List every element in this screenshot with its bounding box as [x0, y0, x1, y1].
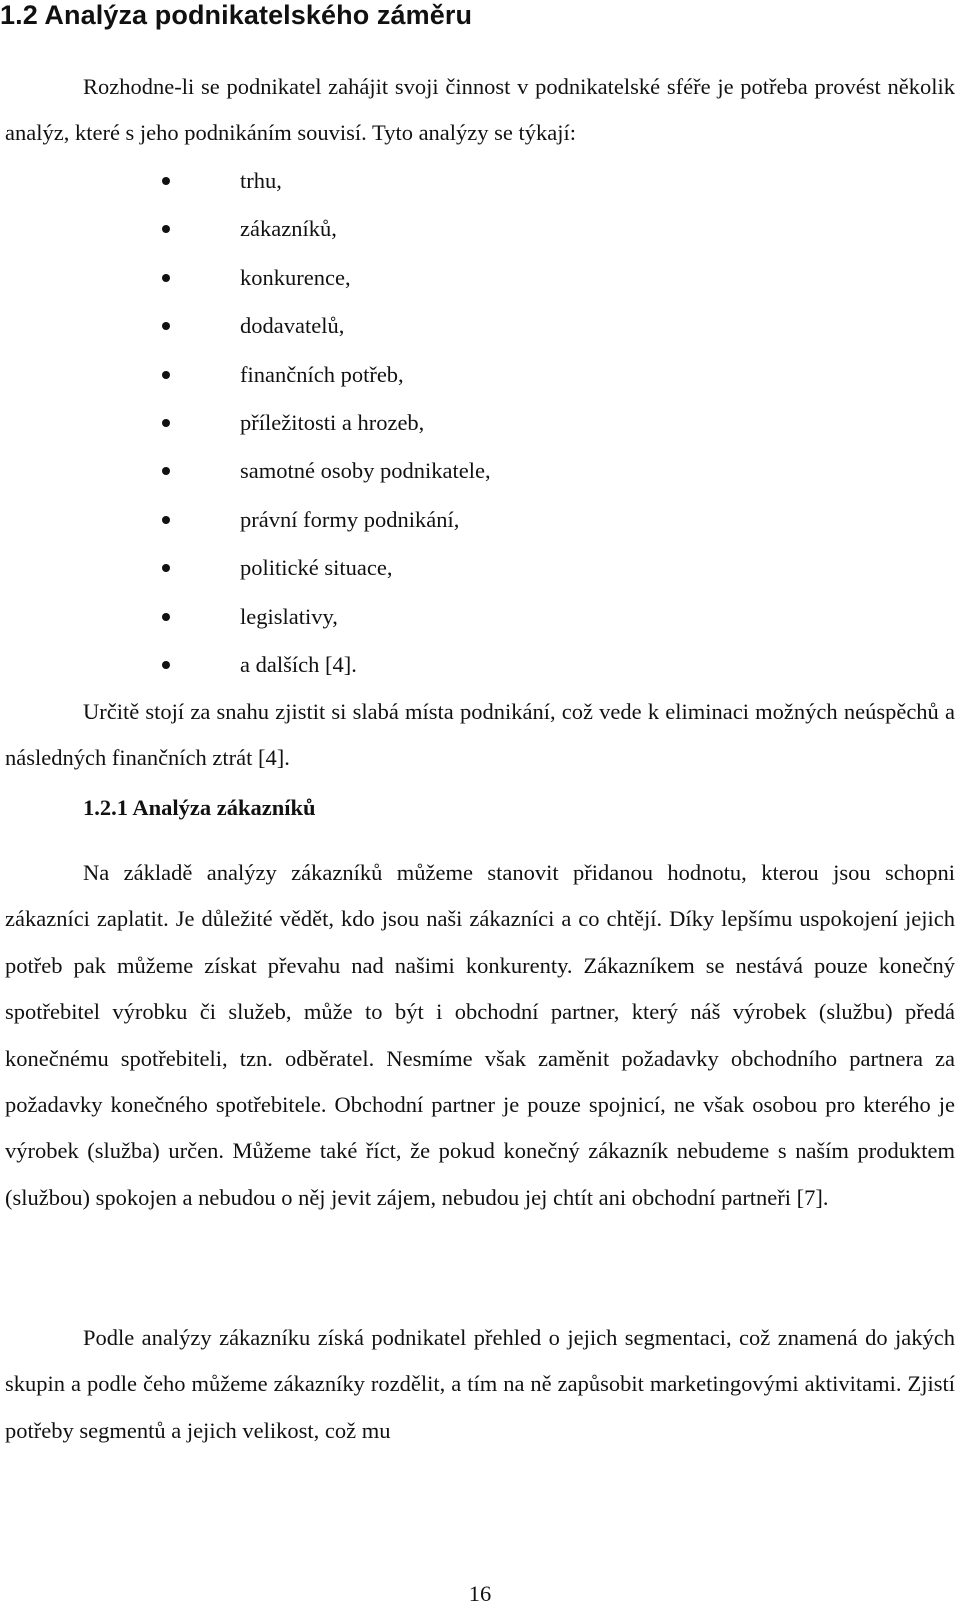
list-item: legislativy,: [0, 593, 491, 641]
list-item: zákazníků,: [0, 205, 491, 253]
bullet-icon: [162, 371, 170, 379]
bullet-icon: [162, 274, 170, 282]
bullet-icon: [162, 661, 170, 669]
list-item: politické situace,: [0, 544, 491, 592]
bullet-icon: [162, 564, 170, 572]
intro-paragraph: Rozhodne-li se podnikatel zahájit svoji činnost v podnikatelské sféře je potřeba provést několik analýz, které s jeho podnikáním souvisí. Tyto analýzy se týkají:: [5, 74, 955, 146]
page-number: 16: [468, 1581, 492, 1606]
bullet-icon: [162, 225, 170, 233]
list-item: konkurence,: [0, 254, 491, 302]
list-item: a dalších [4].: [0, 641, 491, 689]
list-item: právní formy podnikání,: [0, 496, 491, 544]
bullet-icon: [162, 613, 170, 621]
bullet-icon: [162, 177, 170, 185]
list-item: trhu,: [0, 157, 491, 205]
analysis-list: [0, 157, 491, 689]
bullet-icon: [162, 467, 170, 475]
subsection-heading: 1.2.1 Analýza zákazníků: [83, 795, 316, 820]
bullet-icon: [162, 419, 170, 427]
bullet-icon: [162, 516, 170, 524]
customers-paragraph: Na základě analýzy zákazníků můžeme stanovit přidanou hodnotu, kterou jsou schopni zákazníci zaplatit. Je důležité vědět, kdo jsou naši zákazníci a co chtějí. Díky lepšímu uspokojení jejich potřeb pak můžeme získat převahu nad našimi konkurenty. Zákazníkem se nestává pouze konečný spotřebitel výrobku či služeb, může to být i obchodní partner, který náš výrobek (službu) předá konečnému spotřebiteli, tzn. odběratel. Nesmíme však zaměnit požadavky obchodního partnera za požadavky konečného spotřebitele. Obchodní partner je pouze spojnicí, ne však osobou pro kterého je výrobek (služba) určen. Můžeme také říct, že pokud konečný zákazník nebudeme s naším produktem (službou) spokojen a nebudou o něj jevit zájem, nebudou jej chtít ani obchodní partneři [7].: [5, 860, 955, 1210]
list-item: finančních potřeb,: [0, 351, 491, 399]
bullet-icon: [162, 322, 170, 330]
segmentation-paragraph: Podle analýzy zákazníku získá podnikatel přehled o jejich segmentaci, což znamená do jakých skupin a podle čeho můžeme zákazníky rozdělit, a tím na ně zapůsobit marketingovými aktivitami. Zjistí potřeby segmentů a jejich velikost, což mu: [5, 1325, 955, 1443]
weakness-paragraph: Určitě stojí za snahu zjistit si slabá místa podnikání, což vede k eliminaci možných neúspěchů a následných finančních ztrát [4].: [5, 699, 955, 771]
list-item: příležitosti a hrozeb,: [0, 399, 491, 447]
section-heading: 1.2 Analýza podnikatelského záměru: [0, 0, 473, 30]
list-item: dodavatelů,: [0, 302, 491, 350]
list-item: samotné osoby podnikatele,: [0, 447, 491, 495]
